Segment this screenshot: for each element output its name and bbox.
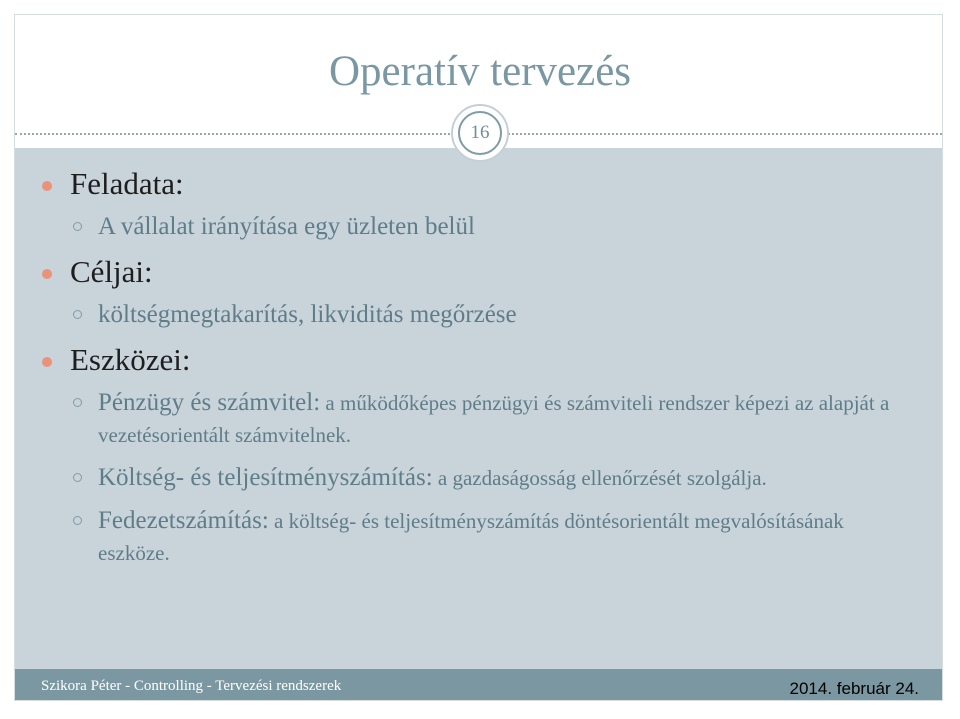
sub-bullet [40, 299, 910, 330]
bullet-heading: Eszközei: [70, 342, 191, 377]
sub-bullet [40, 462, 910, 494]
sub-bullet [40, 387, 910, 451]
bullet-dot-icon [42, 269, 52, 279]
sub-bullet-text: a működőképes pénzügyi és számviteli rendszer képezi az alapját a vezetésorientált számvitelnek. [98, 391, 890, 447]
bullet-dot-icon [42, 357, 52, 367]
sub-bullet-lead: Pénzügy és számvitel: [98, 389, 321, 416]
page-number-badge [451, 104, 509, 162]
ring-bullet-icon [73, 222, 82, 231]
bullet-heading: Feladata: [70, 166, 184, 201]
bullet-celjai [40, 253, 910, 291]
sub-bullet-lead: Költség- és teljesítményszámítás: [98, 464, 433, 491]
bullet-list [40, 165, 910, 580]
sub-bullet-text: a gazdaságosság ellenőrzését szolgálja. [432, 466, 767, 490]
sub-bullet-lead: Fedezetszámítás: [98, 507, 269, 534]
ring-bullet-icon [73, 398, 82, 407]
footer-author: Szikora Péter - Controlling - Tervezési rendszerek [41, 678, 342, 694]
bullet-heading: Céljai: [70, 254, 153, 289]
sub-bullet-lead: költségmegtakarítás, likviditás megőrzése [98, 301, 517, 328]
ring-bullet-icon [73, 310, 82, 319]
footer-bar [15, 669, 942, 700]
slide-title: Operatív tervezés [328, 48, 632, 95]
bullet-dot-icon [42, 181, 52, 191]
bullet-eszkozei [40, 341, 910, 379]
sub-bullet-lead: A vállalat irányítása egy üzleten belül [98, 213, 475, 240]
ring-bullet-icon [73, 516, 82, 525]
bullet-feladata [40, 165, 910, 203]
ring-bullet-icon [73, 473, 82, 482]
page-number: 16 [458, 111, 502, 155]
sub-bullet [40, 211, 910, 242]
footer-date: 2014. február 24. [789, 679, 919, 698]
sub-bullet [40, 505, 910, 569]
sub-bullet-text: a költség- és teljesítményszámítás döntésorientált megvalósításának eszköze. [98, 509, 844, 565]
